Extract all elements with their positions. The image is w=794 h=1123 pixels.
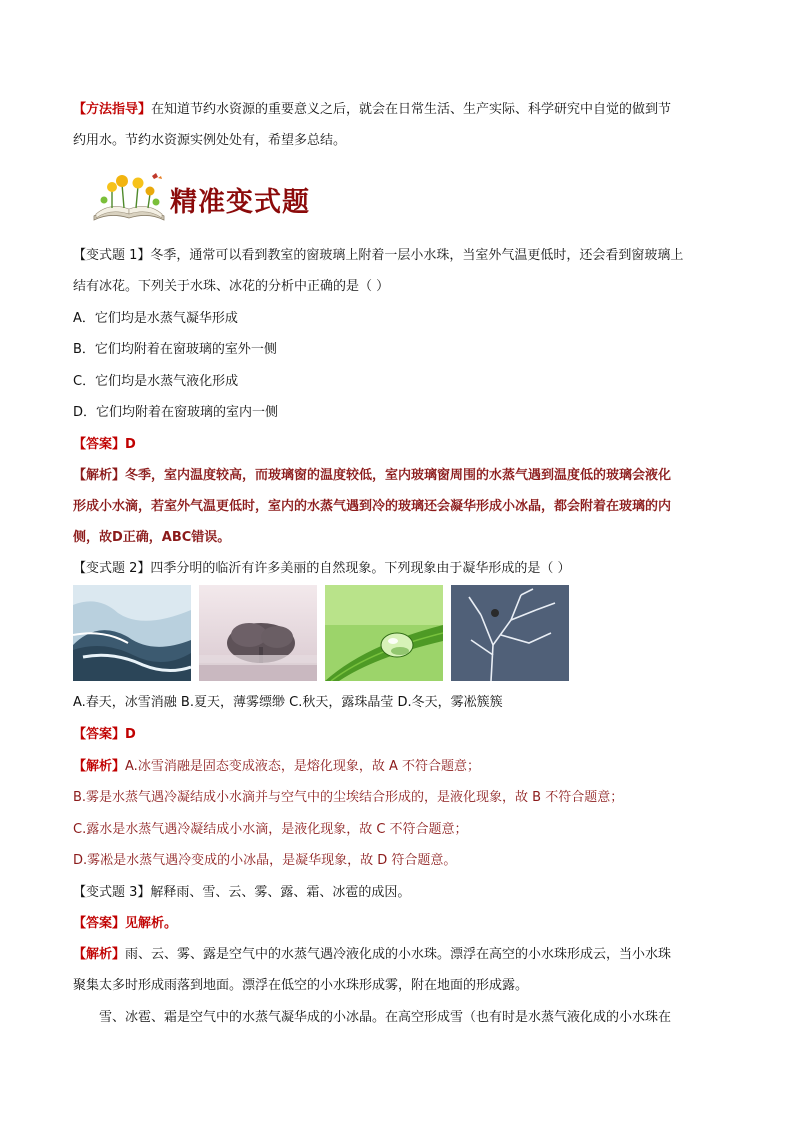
q1-option-c: C．它们均是水蒸气液化形成 xyxy=(73,374,239,389)
q1-tag: 【变式题 1】 xyxy=(73,248,151,263)
q2-answer-value: D xyxy=(125,727,136,742)
q3-analysis-tag: 【解析】 xyxy=(73,947,126,962)
q3-answer-value: 见解析。 xyxy=(125,916,178,931)
photo-autumn-dew xyxy=(325,585,443,681)
q3-analysis-2: 聚集太多时形成雨落到地面。漂浮在低空的小水珠形成雾，附在地面的形成露。 xyxy=(73,978,529,993)
photo-ice-melting xyxy=(73,585,191,681)
q1-option-b: B．它们均附着在窗玻璃的室外一侧 xyxy=(73,342,277,357)
q1-analysis-3: 侧，故D正确，ABC错误。 xyxy=(73,530,231,545)
q1-line-1 xyxy=(73,247,683,265)
book-flowers-icon xyxy=(90,172,168,222)
q1-text-1: 冬季，通常可以看到教室的窗玻璃上附着一层小水珠，当室外气温更低时，还会看到窗玻璃上 xyxy=(150,248,684,263)
q2-answer-tag: 【答案】 xyxy=(73,727,126,742)
q1-answer-value: D xyxy=(125,437,136,452)
q3-analysis-1 xyxy=(73,946,671,964)
q1-option-d: D．它们均附着在窗玻璃的室内一侧 xyxy=(73,405,279,420)
q1-text-2: 结有冰花。下列关于水珠、冰花的分析中正确的是（ ） xyxy=(73,279,390,294)
method-line-2 xyxy=(73,132,346,150)
q3-answer xyxy=(73,915,177,933)
q1-answer-tag: 【答案】 xyxy=(73,437,126,452)
q1-analysis-text-1: 冬季，室内温度较高，而玻璃窗的温度较低，室内玻璃窗周围的水蒸气遇到温度低的玻璃会液化 xyxy=(125,468,672,483)
q3-tag: 【变式题 3】 xyxy=(73,885,151,900)
q1-analysis-2: 形成小水滴，若室外气温更低时，室内的水蒸气遇到冷的玻璃还会凝华形成小冰晶，都会附着在玻璃的内 xyxy=(73,499,672,514)
section-title: 精准变式题 xyxy=(170,187,310,218)
q1-option-a: A．它们均是水蒸气凝华形成 xyxy=(73,311,238,326)
method-line-1 xyxy=(73,101,671,119)
photo-winter-rime xyxy=(451,585,569,681)
q2-tag: 【变式题 2】 xyxy=(73,561,151,576)
q1-analysis-tag: 【解析】 xyxy=(73,468,126,483)
q2-answer xyxy=(73,726,136,744)
q2-analysis-tag: 【解析】 xyxy=(73,759,126,774)
method-text-2: 约用水。节约水资源实例处处有，希望多总结。 xyxy=(73,133,347,148)
q3-analysis-3: 雪、冰雹、霜是空气中的水蒸气凝华成的小冰晶。在高空形成雪（也有时是水蒸气液化成的小水珠在 xyxy=(99,1010,672,1025)
q3-answer-tag: 【答案】 xyxy=(73,916,126,931)
q3-line-1 xyxy=(73,884,410,902)
method-text-1: 在知道节约水资源的重要意义之后，就会在日常生活、生产实际、科学研究中自觉的做到节 xyxy=(151,102,672,117)
q1-analysis-1 xyxy=(73,467,671,485)
q2-analysis-4: D.雾凇是水蒸气遇冷变成的小冰晶，是凝华现象，故 D 符合题意。 xyxy=(73,853,457,868)
q1-line-2 xyxy=(73,278,389,296)
q3-analysis-text-1: 雨、云、雾、露是空气中的水蒸气遇冷液化成的小水珠。漂浮在高空的小水珠形成云，当小水珠 xyxy=(125,947,672,962)
q2-analysis-3: C.露水是水蒸气遇冷凝结成小水滴，是液化现象，故 C 不符合题意； xyxy=(73,822,468,837)
q3-text-1: 解释雨、雪、云、雾、露、霜、冰雹的成因。 xyxy=(150,885,411,900)
photo-summer-fog xyxy=(199,585,317,681)
q2-analysis-1 xyxy=(73,758,480,776)
q2-options: A.春天，冰雪消融 B.夏天，薄雾缥缈 C.秋天，露珠晶莹 D.冬天，雾凇簇簇 xyxy=(73,695,503,710)
q2-text-1: 四季分明的临沂有许多美丽的自然现象。下列现象由于凝华形成的是（ ） xyxy=(150,561,571,576)
q1-answer xyxy=(73,436,136,454)
method-tag: 【方法指导】 xyxy=(73,102,152,117)
q2-analysis-2: B.雾是水蒸气遇冷凝结成小水滴并与空气中的尘埃结合形成的，是液化现象，故 B 不符合题意； xyxy=(73,790,624,805)
q2-line-1 xyxy=(73,560,571,578)
q2-analysis-text-1: A.冰雪消融是固态变成液态，是熔化现象，故 A 不符合题意； xyxy=(125,759,480,774)
